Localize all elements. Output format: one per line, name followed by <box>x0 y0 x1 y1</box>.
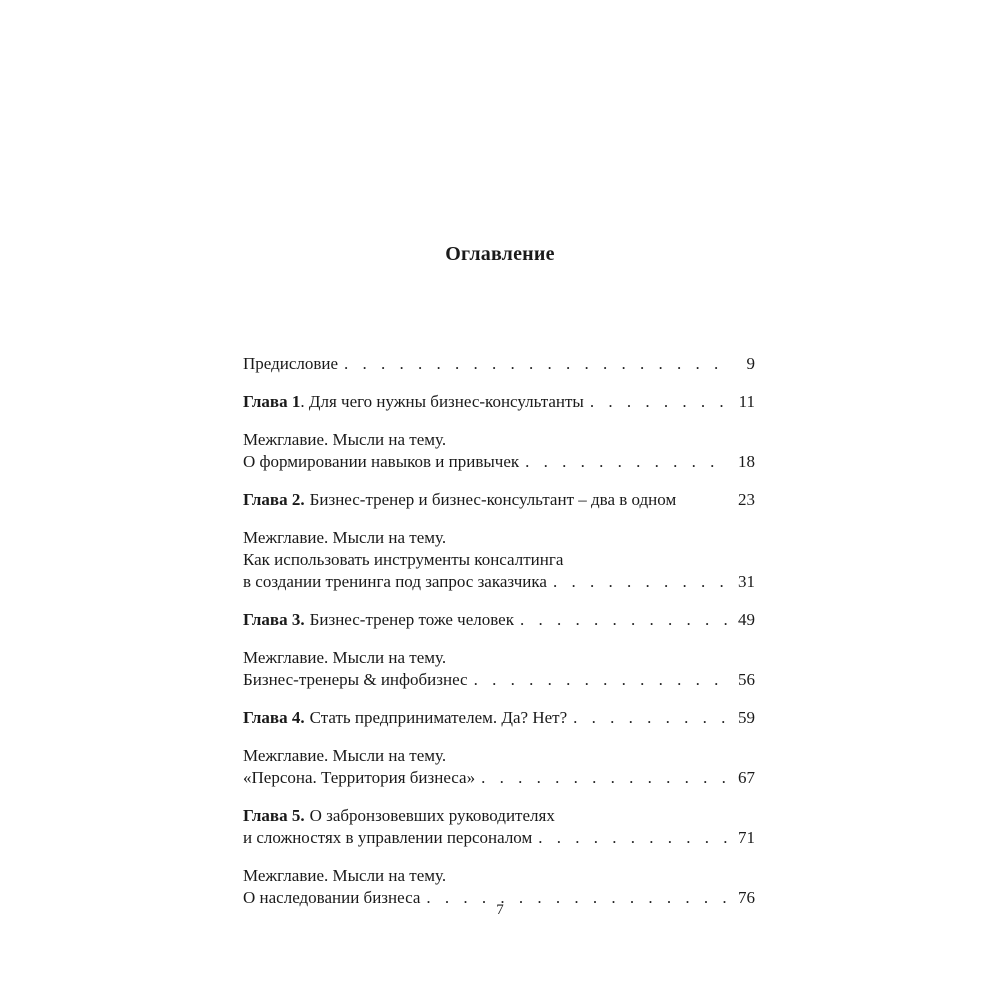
entry-title: Предисловие <box>243 354 339 373</box>
toc-line <box>243 707 755 729</box>
chapter-label: Глава 4. <box>243 708 305 727</box>
entry-title: Бизнес-тренер тоже человек <box>309 610 514 629</box>
entry-page-number: 18 <box>738 452 755 471</box>
entry-title: . Для чего нужны бизнес-консультанты <box>300 392 584 411</box>
entry-title: Бизнес-тренеры & инфобизнес <box>243 670 468 689</box>
dot-leader <box>525 451 729 473</box>
table-of-contents <box>243 353 755 925</box>
toc-entry <box>243 707 755 729</box>
toc-entry <box>243 391 755 413</box>
toc-line <box>243 767 755 789</box>
dot-leader <box>590 391 729 413</box>
entry-title: Межглавие. Мысли на тему. <box>243 866 447 885</box>
entry-page-number: 71 <box>738 828 755 847</box>
toc-line <box>243 451 755 473</box>
dot-leader <box>344 353 729 375</box>
toc-entry <box>243 353 755 375</box>
entry-title: в создании тренинга под запрос заказчика <box>243 572 547 591</box>
toc-line <box>243 827 755 849</box>
toc-line <box>243 571 755 593</box>
toc-line <box>243 805 755 827</box>
toc-line <box>243 609 755 631</box>
toc-line <box>243 745 755 767</box>
entry-title: О забронзовевших руководителях <box>309 806 555 825</box>
entry-page-number: 49 <box>738 610 755 629</box>
toc-entry <box>243 609 755 631</box>
toc-line <box>243 669 755 691</box>
entry-page-number: 56 <box>738 670 755 689</box>
dot-leader <box>553 571 729 593</box>
entry-title: Межглавие. Мысли на тему. <box>243 430 447 449</box>
toc-line <box>243 549 755 571</box>
entry-page-number: 59 <box>738 708 755 727</box>
page-number: 7 <box>496 902 504 918</box>
dot-leader <box>481 767 729 789</box>
entry-page-number: 23 <box>738 490 755 509</box>
toc-entry <box>243 489 755 511</box>
dot-leader <box>538 827 729 849</box>
dot-leader <box>573 707 729 729</box>
entry-title: и сложностях в управлении персоналом <box>243 828 533 847</box>
toc-line <box>243 391 755 413</box>
toc-line <box>243 429 755 451</box>
entry-title: Стать предпринимателем. Да? Нет? <box>309 708 568 727</box>
entry-page-number: 11 <box>738 392 755 411</box>
page-title: Оглавление <box>445 243 555 265</box>
entry-title: «Персона. Территория бизнеса» <box>243 768 476 787</box>
toc-line <box>243 489 755 511</box>
toc-line <box>243 353 755 375</box>
toc-line <box>243 527 755 549</box>
entry-page-number: 76 <box>738 888 755 907</box>
entry-page-number: 67 <box>738 768 755 787</box>
entry-title: Межглавие. Мысли на тему. <box>243 746 447 765</box>
chapter-label: Глава 1 <box>243 392 301 411</box>
entry-title: Как использовать инструменты консалтинга <box>243 550 564 569</box>
toc-entry <box>243 647 755 691</box>
chapter-label: Глава 5. <box>243 806 305 825</box>
toc-line <box>243 647 755 669</box>
entry-title: О формировании навыков и привычек <box>243 452 520 471</box>
entry-title: Межглавие. Мысли на тему. <box>243 528 447 547</box>
entry-title: Межглавие. Мысли на тему. <box>243 648 447 667</box>
toc-line <box>243 865 755 887</box>
toc-entry <box>243 745 755 789</box>
toc-entry <box>243 527 755 593</box>
chapter-label: Глава 3. <box>243 610 305 629</box>
entry-page-number: 31 <box>738 572 755 591</box>
entry-title: Бизнес-тренер и бизнес-консультант – два в одном <box>309 490 677 509</box>
dot-leader <box>474 669 729 691</box>
chapter-label: Глава 2. <box>243 490 305 509</box>
dot-leader <box>520 609 729 631</box>
entry-page-number: 9 <box>746 354 755 373</box>
toc-entry <box>243 429 755 473</box>
toc-entry <box>243 805 755 849</box>
entry-title: О наследовании бизнеса <box>243 888 421 907</box>
